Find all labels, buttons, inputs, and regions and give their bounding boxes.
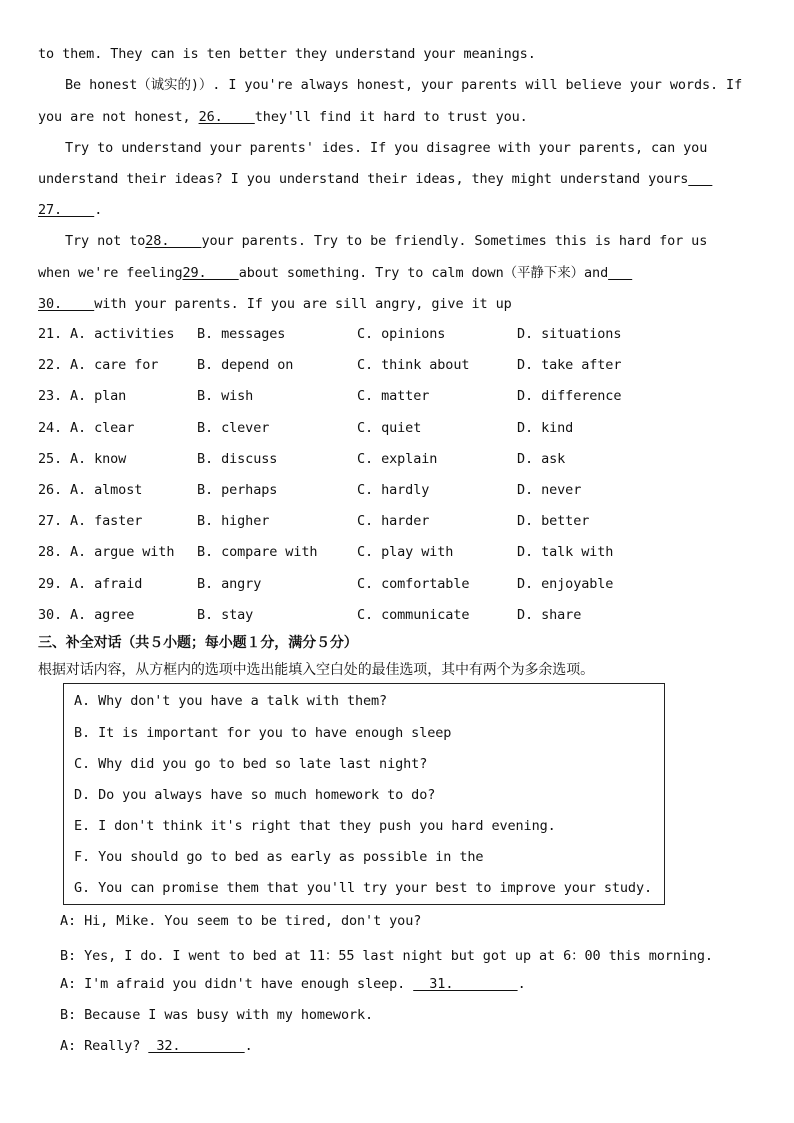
option-g: G. You can promise them that you'll try your best to improve your study. [74, 880, 652, 896]
answer-option-c: C. think about [357, 357, 470, 374]
answer-option-c: C. comfortable [357, 575, 470, 592]
answer-option-d: D. better [517, 513, 590, 530]
dialogue-text: A: Really? [60, 1038, 149, 1054]
answer-option-a: A. faster [70, 513, 143, 530]
option-c: C. Why did you go to bed so late last night? [74, 756, 428, 772]
passage-line-4: Try to understand your parents' ides. If you disagree with your parents, can you [65, 140, 708, 156]
question-number: 25. [38, 450, 63, 467]
passage-text: understand their ideas? I you understand their ideas, they might understand yours [38, 171, 689, 187]
answer-option-b: B. higher [197, 513, 270, 530]
answer-option-c: C. quiet [357, 419, 422, 436]
period: . [517, 976, 526, 992]
options-box [63, 683, 665, 905]
answer-option-d: D. enjoyable [517, 575, 614, 592]
answer-option-a: A. clear [70, 419, 135, 436]
passage-line-1: to them. They can is ten better they understand your meanings. [38, 46, 536, 62]
dialogue-text: A: I'm afraid you didn't have enough sleep. [60, 976, 414, 992]
answer-option-c: C. play with [357, 544, 454, 561]
option-b: B. It is important for you to have enough sleep [74, 725, 452, 741]
answer-option-d: D. talk with [517, 544, 614, 561]
option-a: A. Why don't you have a talk with them? [74, 693, 388, 709]
dialogue-line-5 [60, 1038, 253, 1054]
answer-option-d: D. difference [517, 388, 622, 405]
passage-text: about something. Try to calm down（平静下来）and [238, 265, 609, 281]
answer-option-c: C. explain [357, 450, 438, 467]
answer-option-c: C. harder [357, 513, 430, 530]
answer-option-b: B. stay [197, 606, 254, 623]
passage-line-7 [65, 232, 707, 250]
answer-option-b: B. clever [197, 419, 270, 436]
passage-text: with your parents. If you are sill angry, give it up [94, 296, 512, 312]
question-number: 27. [38, 513, 63, 530]
answer-option-d: D. never [517, 482, 582, 498]
passage-line-9 [38, 295, 512, 313]
answer-option-a: A. argue with [70, 544, 175, 561]
section-instruction: 根据对话内容，从方框内的选项中选出能填入空白处的最佳选项，其中有两个为多余选项。 [38, 662, 594, 678]
blank-26: 26. [198, 109, 255, 125]
blank-29: 29. [182, 265, 239, 281]
passage-line-8 [38, 264, 632, 282]
answer-option-b: B. wish [197, 388, 254, 405]
dialogue-line-3 [60, 976, 526, 992]
dialogue-line-4: B: Because I was busy with my homework. [60, 1007, 374, 1023]
answer-option-a: A. almost [70, 482, 143, 498]
answer-option-b: B. compare with [197, 544, 318, 561]
answer-option-b: B. messages [197, 326, 286, 342]
passage-text: when we're feeling [38, 265, 183, 281]
answer-option-d: D. ask [517, 450, 566, 467]
blank-27: 27. [38, 202, 95, 218]
passage-line-6 [38, 201, 102, 219]
period: . [94, 202, 103, 218]
answer-option-c: C. matter [357, 388, 430, 405]
answer-option-b: B. angry [197, 575, 262, 592]
period: . [244, 1038, 253, 1054]
option-f: F. You should go to bed as early as possible in the [74, 849, 484, 865]
passage-line-2: Be honest（诚实的)）. I you're always honest, your parents will believe your words. If [65, 77, 743, 93]
answer-option-c: C. opinions [357, 326, 446, 342]
question-number: 29. [38, 575, 63, 592]
answer-option-a: A. plan [70, 388, 127, 405]
option-d: D. Do you always have so much homework to do? [74, 787, 436, 803]
question-number: 23. [38, 388, 63, 405]
answer-option-c: C. communicate [357, 606, 470, 623]
passage-text: your parents. Try to be friendly. Sometimes this is hard for us [201, 233, 708, 249]
passage-text: you are not honest, [38, 109, 199, 125]
question-number: 30. [38, 606, 63, 623]
question-number: 28. [38, 544, 63, 561]
blank-underline [608, 265, 632, 281]
passage-text: they'll find it hard to trust you. [254, 109, 528, 125]
blank-28: 28. [145, 233, 202, 249]
blank-30: 30. [38, 296, 95, 312]
answer-option-a: A. know [70, 450, 127, 467]
option-e: E. I don't think it's right that they push you hard evening. [74, 818, 556, 834]
answer-option-a: A. activities [70, 326, 175, 342]
answer-option-a: A. afraid [70, 575, 143, 592]
answer-option-d: D. take after [517, 357, 622, 374]
section-heading: 三、补全对话（共５小题；每小题１分，满分５分） [38, 635, 358, 651]
answer-option-d: D. situations [517, 326, 622, 342]
answer-option-a: A. care for [70, 357, 159, 374]
question-number: 22. [38, 357, 63, 374]
answer-option-a: A. agree [70, 606, 135, 623]
question-number: 21. [38, 326, 63, 342]
answer-option-d: D. kind [517, 419, 574, 436]
blank-underline [688, 171, 712, 187]
answer-option-b: B. discuss [197, 450, 278, 467]
dialogue-line-2: B: Yes, I do. I went to bed at 11：55 last night but got up at 6：00 this morning. [60, 948, 713, 964]
answer-option-b: B. perhaps [197, 482, 278, 498]
blank-32: 32. [148, 1038, 245, 1054]
question-number: 26. [38, 482, 63, 498]
question-number: 24. [38, 419, 63, 436]
passage-text: Try not to [65, 233, 146, 249]
answer-option-b: B. depend on [197, 357, 294, 374]
passage-line-5 [38, 170, 712, 188]
answer-option-c: C. hardly [357, 482, 430, 498]
blank-31: 31. [413, 976, 518, 992]
dialogue-line-1: A: Hi, Mike. You seem to be tired, don't you? [60, 913, 422, 929]
passage-line-3 [38, 108, 528, 126]
answer-option-d: D. share [517, 606, 582, 623]
